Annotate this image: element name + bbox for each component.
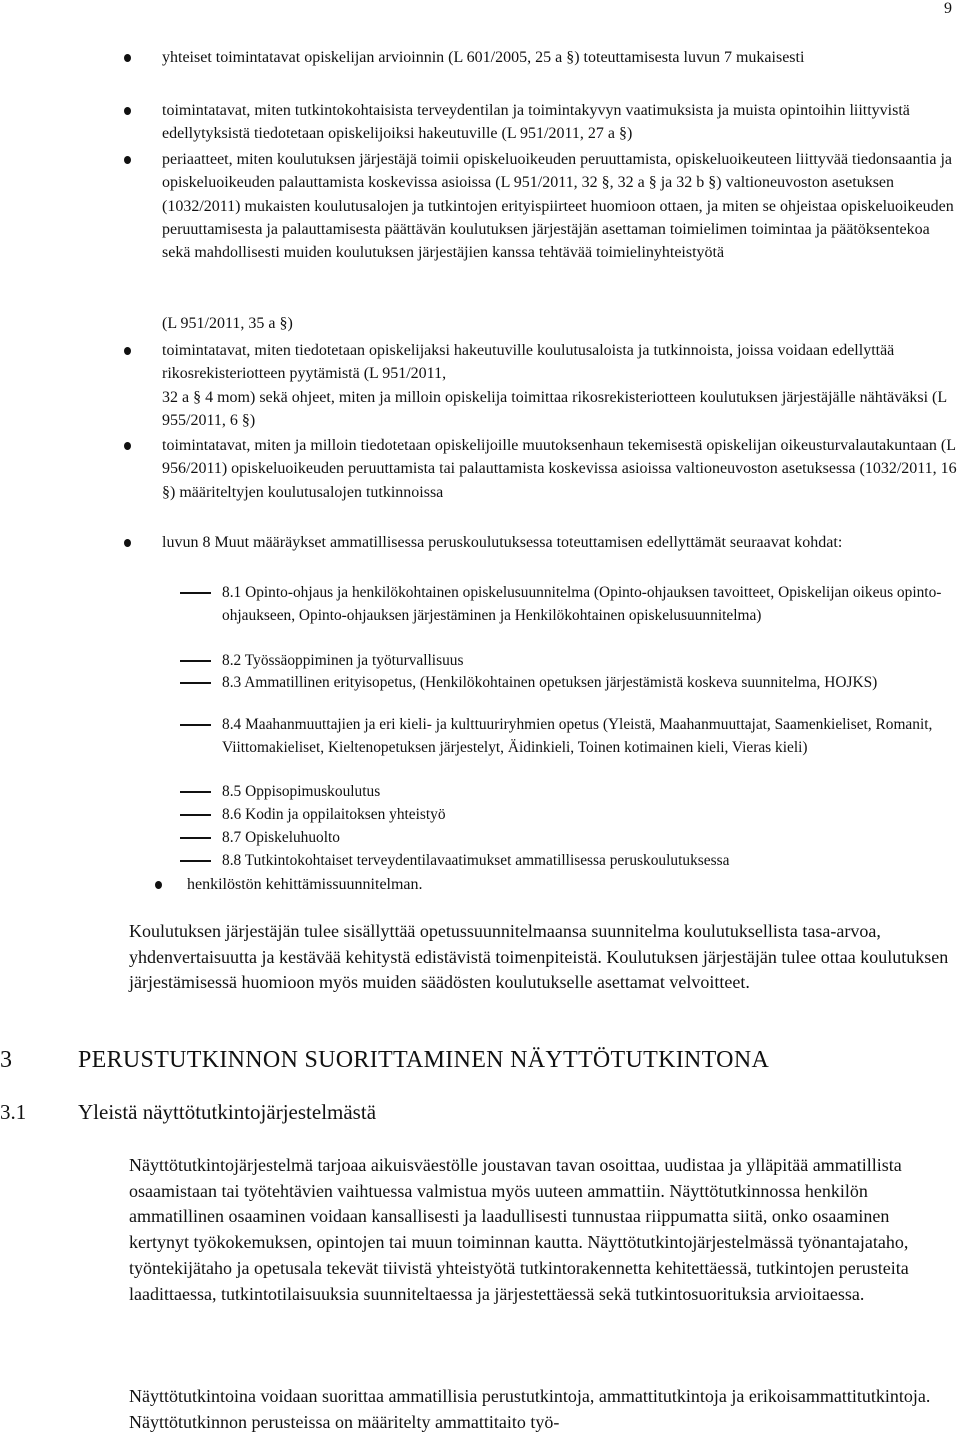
- list-item: [162, 339, 957, 386]
- dash-icon: [180, 814, 211, 816]
- dash-icon: [180, 660, 211, 662]
- sub-list-item-text: 8.4 Maahanmuuttajien ja eri kieli- ja kulttuuriryhmien opetus (Yleistä, Maahanmuuttajat, Saamenkieliset, Romanit, Viittomakieliset, Kieltenopetuksen järjestelyt, Äidinkieli, Toinen kotimainen kieli, Vieras kieli): [222, 716, 933, 756]
- list-item: [162, 99, 957, 146]
- dash-icon: [180, 791, 211, 793]
- list-item-text: toimintatavat, miten tutkintokohtaisista terveydentilan ja toimintakyvyn vaatimuksista ja muista opintoihin liittyvistä edellytyksistä tiedotetaan opiskelijoiksi hakeutuville (L 951/2011, 27 a §): [162, 102, 910, 143]
- subsection-heading: [0, 1098, 376, 1126]
- sub-list-item-text: 8.7 Opiskeluhuolto: [222, 829, 340, 846]
- sub-list-item: [222, 780, 942, 803]
- list-item: [162, 531, 957, 554]
- section-heading: [0, 1045, 769, 1075]
- dash-icon: [180, 592, 211, 594]
- bullet-icon: [155, 881, 162, 889]
- page-number: 9: [944, 0, 952, 17]
- body-paragraph: Näyttötutkintoina voidaan suorittaa ammatillisia perustutkintoja, ammattitutkintoja ja erikoisammattitutkintoja. Näyttötutkinnon perusteissa on määritelty ammattitaito työ-: [129, 1386, 931, 1432]
- bullet-icon: [124, 442, 131, 450]
- sub-list-item: [222, 826, 942, 849]
- list-item-text: periaatteet, miten koulutuksen järjestäjä toimii opiskeluoikeuden peruuttamista, opiskeluoikeuteen liittyvää tiedonsaantia ja opiskeluoikeuden palauttamista koskevissa asioissa (L 951/2011, 32 §, 32 a § ja 32 b §) valtioneuvoston asetuksen (1032/2011) mukaisten koulutusalojen ja tutkintojen erityispiirteet huomioon ottaen, ja miten se ohjeistaa opiskeluoikeuden peruuttamisesta ja palauttamisesta päättävän koulutuksen järjestäjän asettaman toimielimen toimintaa ja päätöksentekoa sekä mahdollisesti muiden koulutuksen järjestäjien kanssa tehtävää toimielinyhteistyötä: [162, 151, 954, 262]
- list-item-text: (L 951/2011, 35 a §): [162, 315, 293, 332]
- bullet-icon: [124, 347, 131, 355]
- bullet-icon: [124, 107, 131, 115]
- list-item: [162, 434, 957, 504]
- list-item: [162, 148, 957, 264]
- list-item: [187, 873, 423, 896]
- subsection-title: Yleistä näyttötutkintojärjestelmästä: [78, 1100, 377, 1124]
- list-item-continuation: [162, 312, 957, 335]
- list-item-text: luvun 8 Muut määräykset ammatillisessa peruskoulutuksessa toteuttamisen edellyttämät seuraavat kohdat:: [162, 534, 843, 551]
- sub-list-item-text: 8.8 Tutkintokohtaiset terveydentilavaatimukset ammatillisessa peruskoulutuksessa: [222, 852, 730, 869]
- sub-list-item-text: 8.3 Ammatillinen erityisopetus, (Henkilökohtainen opetuksen järjestämistä koskeva suunnitelma, HOJKS): [222, 674, 878, 691]
- sub-list-item-text: 8.6 Kodin ja oppilaitoksen yhteistyö: [222, 806, 446, 823]
- dash-icon: [180, 860, 211, 862]
- list-item-text: toimintatavat, miten ja milloin tiedotetaan opiskelijoille muutoksenhaun tekemisestä opiskelijan oikeusturvalautakuntaan (L 956/2011) opiskeluoikeuden peruuttamista tai palauttamista koskevissa asioissa valtioneuvoston asetuksessa (1032/2011, 16 §) määriteltyjen koulutusalojen tutkinnoissa: [162, 437, 957, 501]
- list-item: [162, 46, 957, 69]
- sub-list-item-text: 8.5 Oppisopimuskoulutus: [222, 783, 381, 800]
- sub-list-item: [222, 713, 942, 759]
- sub-list-item-text: 8.2 Työssäoppiminen ja työturvallisuus: [222, 652, 464, 669]
- section-title: PERUSTUTKINNON SUORITTAMINEN NÄYTTÖTUTKINTONA: [78, 1047, 770, 1073]
- list-item-text: yhteiset toimintatavat opiskelijan arvioinnin (L 601/2005, 25 a §) toteuttamisesta luvun 7 mukaisesti: [162, 49, 805, 66]
- bullet-icon: [124, 539, 131, 547]
- body-paragraph: Koulutuksen järjestäjän tulee sisällyttää opetussuunnitelmaansa suunnitelma koulutuksellista tasa-arvoa, yhdenvertaisuutta ja kestävää kehitystä edistävistä toimenpiteistä. Koulutuksen järjestäjän tulee ottaa koulutuksen järjestämisessä huomioon myös muiden säädösten koulutukselle asettamat velvoitteet.: [129, 921, 949, 993]
- dash-icon: [180, 724, 211, 726]
- list-item-continuation: [162, 386, 957, 433]
- dash-icon: [180, 682, 211, 684]
- sub-list-item: [222, 803, 942, 826]
- subsection-number: 3.1: [0, 1100, 27, 1124]
- list-item-text: toimintatavat, miten tiedotetaan opiskelijaksi hakeutuville koulutusaloista ja tutkinnoista, joissa voidaan edellyttää rikosrekisteriotteen pyytämistä (L 951/2011,: [162, 342, 895, 383]
- sub-list-item: [222, 649, 942, 672]
- bullet-icon: [124, 54, 131, 62]
- sub-list-item-text: 8.1 Opinto-ohjaus ja henkilökohtainen opiskelusuunnitelma (Opinto-ohjauksen tavoitteet, Opiskelijan oikeus opinto-ohjaukseen, Opinto-ohjauksen järjestäminen ja Henkilökohtainen opiskelusuunnitelma): [222, 584, 942, 624]
- list-item-text: henkilöstön kehittämissuunnitelman.: [187, 876, 423, 893]
- sub-list-item: [222, 849, 942, 872]
- list-item-text: 32 a § 4 mom) sekä ohjeet, miten ja milloin opiskelija toimittaa rikosrekisteriotteen koulutuksen järjestäjälle nähtäväksi (L 955/2011, 6 §): [162, 389, 947, 430]
- body-paragraph: Näyttötutkintojärjestelmä tarjoaa aikuisväestölle joustavan tavan osoittaa, uudistaa ja ylläpitää ammatillista osaamistaan tai työtehtävien vaihtuessa valmistua myös uuteen ammattiin. Näyttötutkinnossa henkilön ammatillinen osaaminen voidaan kansallisesti ja laadullisesti tunnustaa riippumatta siitä, onko osaaminen kertynyt työkokemuksen, opintojen tai muun toiminnan kautta. Näyttötutkintojärjestelmässä työnantajataho, työntekijätaho ja opetusala tekevät tiivistä yhteistyötä tutkintorakennetta kehitettäessä, tutkintojen perusteita laadittaessa, tutkintotilaisuuksia suunniteltaessa ja järjestettäessä sekä tutkintosuorituksia arvioitaessa.: [129, 1155, 909, 1304]
- sub-list-item: [222, 581, 942, 627]
- section-number: 3: [0, 1047, 13, 1073]
- bullet-icon: [124, 156, 131, 164]
- dash-icon: [180, 837, 211, 839]
- sub-list-item: [222, 671, 942, 694]
